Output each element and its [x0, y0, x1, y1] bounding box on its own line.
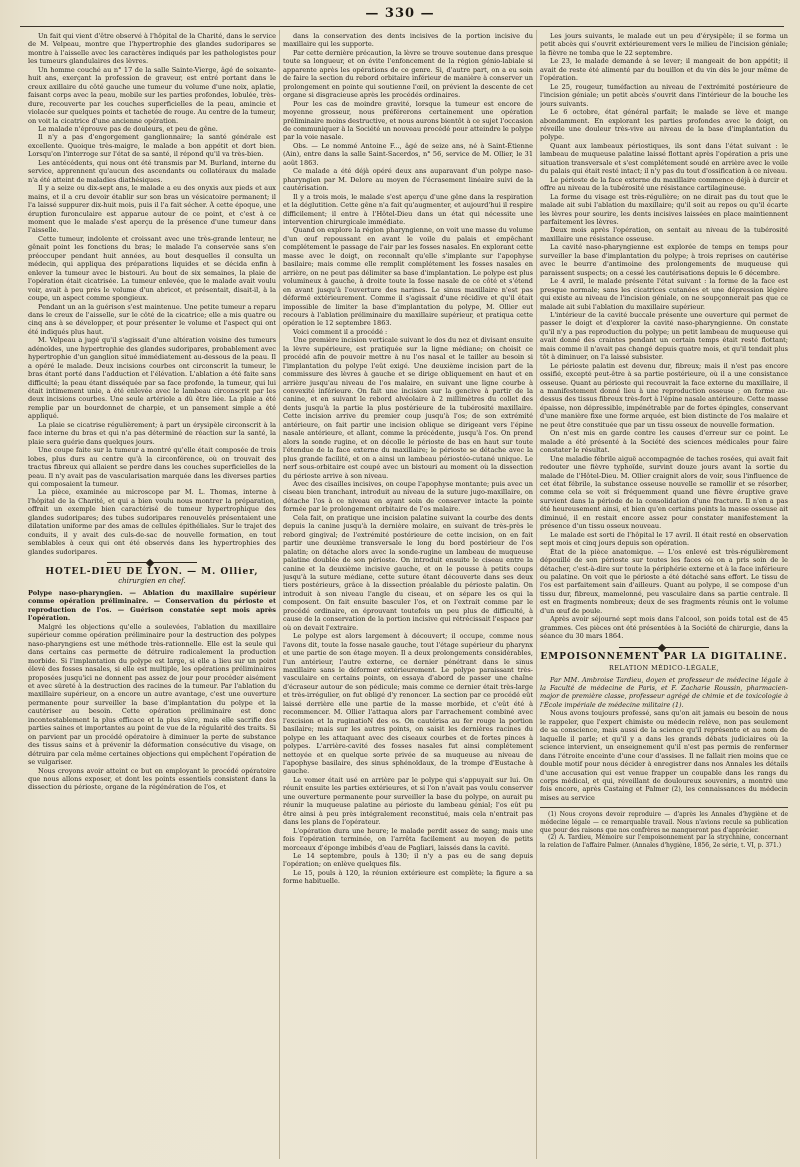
paragraph: Cette tumeur, indolente et croissant avec une très-grande lenteur, ne gênait point les fonctions du bras; le malade l'a conservée sans s'en préoccuper pendant huit années, au bout desquelles il consulta un médecin, qui appliqua des préparations liquides et se décida enfin à enlever la tumeur avec le bistouri. Au bout de six semaines, la plaie de l'opération était cicatrisée. La tumeur enlevée, que le malade avait voulu voir, avait à peu près le volume d'un abricot, et présentait, disait-il, à la coupe, un aspect comme spongieux. — [28, 234, 276, 303]
paragraph: Le vomer était usé en arrière par le polype qui s'appuyait sur lui. On réunit ensuite les parties extérieures, et si l'on n'avait pas voulu conserver une ouverture permanente pour surveiller la base du polype, on aurait pu réunir la muqueuse palatine au périoste du lambeau génial; l'os eût pu être ainsi à peu près intégralement reconstitué, mais cela n'entrait pas dans les plans de l'opérateur. — [283, 775, 533, 827]
section-heading: EMPOISONNEMENT PAR LA DIGITALINE. — [540, 651, 788, 662]
paragraph: Obs. — Le nommé Antoine F..., âgé de seize ans, né à Saint-Étienne (Ain), entre dans la salle Saint-Sacerdos, n° 56, service de M. Ollier, le 31 août 1863. — [283, 141, 533, 167]
paragraph: La pièce, examinée au microscope par M. L. Thomas, interne à l'hôpital de la Charité, et qui a bien voulu nous montrer la préparation, offrait un exemple bien caractérisé de tumeur hypertrophique des glandes sudoripares; des tubes sudoripares renouvelés présentaient une dilatation uniforme par des amas de cellules épithéliales. Sur le trajet des conduits, il y avait des culs-de-sac de nouvelle formation, en tout semblables à ceux qui ont été observés dans les hypertrophies des glandes sudoripares. — [28, 488, 276, 556]
paragraph: Quant aux lambeaux périostiques, ils sont dans l'état suivant : le lambeau de muqueuse palatine laissé flottant après l'opération a pris une situation transversale et s'est complétement soudé en arrière avec le voile du palais qui était resté intact; il n'y pas du tout d'ossification à ce niveau. — [540, 141, 788, 176]
footnote: (1) Nous croyons devoir reproduire — d'après les Annales d'hygiène et de médecine légale — ce remarquable travail. Nous n'avions recule sa publication que pour des raisons que nos confrères ne manqueront pas d'apprécier. — [540, 811, 788, 834]
paragraph: État de la pièce anatomique. — L'os enlevé est très-régulièrement dépouillé de son périoste sur toutes les faces où on a pris soin de le détacher, c'est-à-dire sur toute la périphérie externe et à la face inférieure ou palatine. On voit que le périoste a été détaché sans effort. Le tissu de l'os est parfaitement sain d'ailleurs. Quant au polype, il se compose d'un tissu dur, fibreux, mamelonné, peu vasculaire dans sa partie centrale. Il est en fragments nombreux; deux de ses fragments réunis ont le volume d'un œuf de poule. — [540, 547, 788, 615]
paragraph: Il n'y a pas d'engorgement ganglionnaire; la santé générale est excellente. Quoique très-maigre, le malade a bon appétit et dort bien. Lorsqu'on l'interroge sur l'état de sa santé, il répond qu'il va très-bien. — [28, 133, 276, 159]
paragraph: Malgré les objections qu'elle a soulevées, l'ablation du maxillaire supérieur comme opération préliminaire pour la destruction des polypes naso-pharyngiens est une méthode très-rationnelle. Elle est la seule qui dans certains cas permette de détruire radicalement la production morbide. Si l'implantation du polype est large, si elle a lieu sur un point élevé des fosses nasales, si elle est multiple, les opérations préliminaires proposées jusqu'ici ne donnent pas assez de jour pour procéder aisément et avec sûreté à la destruction des racines de la tumeur. Par l'ablation du maxillaire supérieur, on a encore un autre avantage, c'est une ouverture permanente pour surveiller la base d'implantation du polype et la cautériser au besoin. Cette opération préliminaire est donc incontestablement la plus efficace et la plus sûre, mais elle sacrifie des parties saines et importantes au point de vue de la régularité des traits. Si on parvient par un procédé opératoire à diminuer la perte de substance des tissus sains et à prévenir la déformation consécutive du visage, on détruira par cela même certaines objections qui empêchent l'opération de se vulgariser. — [28, 622, 276, 767]
paragraph: Avec des cisailles incisives, on coupe l'apophyse montante; puis avec un ciseau bien tranchant, introduit au niveau de la suture jugo-maxillaire, on détache l'os à ce niveau en ayant soin de conserver intacte la pointe formée par le prolongement orbitaire de l'os malaire. — [283, 480, 533, 514]
footnotes — [540, 807, 788, 849]
paragraph: Le 15, pouls à 120, la réunion extérieure est complète; la figure a sa forme habituelle. — [283, 868, 533, 886]
paragraph: L'opération dura une heure; le malade perdit assez de sang; mais une fois l'opération terminée, on l'arrêta facilement au moyen de petits morceaux d'éponge imbibés d'eau de Pagliari, laissés dans la cavité. — [283, 826, 533, 852]
column-1 — [28, 32, 276, 1159]
paragraph: Une première incision verticale suivant le dos du nez et divisant ensuite la lèvre supérieure, est pratiquée sur la ligne médiane; on choisit ce procédé afin de pouvoir mettre à nu l'os nasal et le tailler au besoin si l'implantation du polype l'eût exigé. Une deuxième incision part de la commissure des lèvres à gauche et se dirige obliquement en haut et en arrière jusqu'au niveau de l'os malaire, en suivant une ligne courbe à convexité inférieure. On fait une incision sur la gencive à partir de la canine, et en suivant le rebord alvéolaire à 2 millimètres du collet des dents jusqu'à la partie la plus postérieure de la tubérosité maxillaire. Cette incision arrive du premier coup jusqu'à l'os; de son extrémité antérieure, on fait partir une incision oblique se dirigeant vers l'épine nasale antérieure, et allant, comme la précédente, jusqu'à l'os. On prend alors la sonde rugine, et on décolle le périoste de bas en haut sur toute l'étendue de la face externe du maxillaire; le périoste se détache avec la plus grande facilité, et on a ainsi un lambeau périostéo-cutané unique. Le nerf sous-orbitaire est coupé avec un bistouri au moment où la dissection du périoste arrive à son niveau. — [283, 336, 533, 480]
paragraph: Le périoste de la face externe du maxillaire commence déjà à durcir et offre au niveau de la tubérosité une résistance cartilagineuse. — [540, 175, 788, 193]
paragraph: On n'est mis en garde contre les causes d'erreur sur ce point. Le malade a été présenté à la Société des sciences médicales pour faire constater le résultat. — [540, 429, 788, 455]
paragraph: Après avoir séjourné sept mois dans l'alcool, son poids total est de 45 grammes. Ces pièces ont été présentées à la Société de chirurgie, dans la séance du 30 mars 1864. — [540, 615, 788, 641]
paragraph: Une coupe faite sur la tumeur a montré qu'elle était composée de trois lobes, plus durs au centre qu'à la circonférence, où on trouvait des tractus fibreux qui allaient se perdre dans les couches superficielles de la peau. Il n'y avait pas de vascularisation marquée dans les diverses parties qui composaient la tumeur. — [28, 446, 276, 489]
paragraph: Pendant un an la guérison s'est maintenue. Une petite tumeur a reparu dans le creux de l'aisselle, sur le côté de la cicatrice; elle a mis quatre ou cinq ans à se développer, et pour présenter le volume et l'aspect qui ont été indiqués plus haut. — [28, 302, 276, 336]
summary-text: Polype naso-pharyngien. — Ablation du maxillaire supérieur comme opération préliminaire. — Conservation du périoste et reproduction de l'os. — Guérison constatée sept mois après l'opération. — [28, 589, 276, 623]
paragraph: dans la conservation des dents incisives de la portion incisive du maxillaire qui les supporte. — [283, 32, 533, 49]
paragraph: Quand on explore la région pharyngienne, on voit une masse du volume d'un œuf repoussant en avant le voile du palais et empêchant complétement le passage de l'air par les fosses nasales. En explorant cette masse avec le doigt, on reconnaît qu'elle s'implante sur l'apophyse basilaire; mais comme elle remplit complétement les fosses nasales en arrière, on ne peut pas délimiter sa base d'implantation. Le polype est plus volumineux à gauche, à droite toute la fosse nasale de ce côté et s'étend en avant jusqu'à l'ouverture des narines. Le sinus maxillaire n'est pas déformé extérieurement. Comme il s'agissait d'une récidive et qu'il était impossible de limiter la base d'implantation du polype, M. Ollier eut recours à l'ablation préliminaire du maxillaire supérieur, et pratiqua cette opération le 12 septembre 1863. — [283, 226, 533, 328]
paragraph: Le 4 avril, le malade présente l'état suivant : la forme de la face est presque normale; sans les cicatrices cutanées et une dépression légère qui existe au niveau de l'incision géniale, on ne soupçonnerait pas que ce malade ait subi l'ablation du maxillaire supérieur. — [540, 277, 788, 311]
column-divider — [536, 30, 537, 1159]
paragraph: Le périoste palatin est devenu dur, fibreux; mais il n'est pas encore ossifié, excepté peut-être à sa partie postérieure, où il a une consistance osseuse. Quant au périoste qui recouvrait la face externe du maxillaire, il a manifestement donné lieu à une reproduction osseuse ; on forme au-dessus des tissus fibreux très-fort à l'épine nasale antérieure. Cette masse épaisse, non dépressible, impénétrable par de fortes épingles, conservant d'une manière fixe une forme arquée, est bien distincte de l'os malaire et ne peut être constituée que par un tissu osseux de nouvelle formation. — [540, 361, 788, 429]
paragraph: Une maladie fébrile aiguë accompagnée de taches rosées, qui avait fait redouter une fièvre typhoïde, survint douze jours avant la sortie du malade de l'Hôtel-Dieu. M. Ollier craignit alors de voir, sous l'influence de cet état fébrile, la substance osseuse nouvelle se ramollir et se résorber, comme cela se voit si fréquemment quand une fièvre éruptive grave survient dans la période de la consolidation d'une fracture. Il n'en a pas été heureusement ainsi, et bien qu'en certains points la masse osseuse ait diminué, il en restait encore assez pour constater manifestement la présence d'un tissu osseux nouveau. — [540, 454, 788, 531]
paragraph: Il y a trois mois, le malade s'est aperçu d'une gêne dans la respiration et la déglutition. Cette gêne n'a fait qu'augmenter, et aujourd'hui il respire difficilement; il entre à l'Hôtel-Dieu dans un état qui nécessite une intervention chirurgicale immédiate. — [283, 192, 533, 226]
paragraph: La forme du visage est très-régulière; on ne dirait pas du tout que le malade ait subi l'ablation du maxillaire; qu'il soit au repos ou qu'il écarte les lèvres pour sourire, les dents incisives laissées en place maintiennent parfaitement les lèvres. — [540, 192, 788, 226]
paragraph: La cavité naso-pharyngienne est explorée de temps en temps pour surveiller la base d'implantation du polype; à trois reprises on cautérise avec le beurre d'antimoine des prolongements de muqueuse qui paraissent suspects; on a cessé les cautérisations depuis le 6 décembre. — [540, 243, 788, 277]
header-rule — [20, 26, 784, 27]
paragraph: Pour les cas de moindre gravité, lorsque la tumeur est encore de moyenne grosseur, nous préférerons certainement une opération préliminaire moins destructive, et nous aurons bientôt à ce sujet l'occasion de communiquer à la Société un nouveau procédé pour atteindre le polype par la voie nasale. — [283, 99, 533, 142]
paragraph: Un homme couché au n° 17 de la salle Sainte-Vierge, âgé de soixante-huit ans, exerçant la profession de graveur, est entré portant dans le creux axillaire du côté gauche une tumeur du volume d'une noix, aplatie, faisant corps avec la peau, mobile sur les parties profondes, lobulée, très-dure, recouverte par les couches superficielles de la peau, amincie et violacée sur quelques points et tachetée de rouge. Au centre de la tumeur, on voit la cicatrice d'une ancienne opération. — [28, 65, 276, 125]
paragraph: Il y a seize ou dix-sept ans, le malade a eu des onyxis aux pieds et aux mains, et il a cru devoir établir sur son bras un vésicatoire permanent; il l'a laissé suppurer dix-huit mois, puis il l'a fait sécher. À cette époque, une éruption furonculaire est apparue autour de ce point, et c'est à ce moment que le malade s'est aperçu de la présence d'une tumeur dans l'aisselle. — [28, 184, 276, 235]
section-subheading: RELATION MÉDICO-LÉGALE, — [608, 664, 720, 673]
paragraph: Le malade est sorti de l'hôpital le 17 avril. Il était resté en observation sept mois et cinq jours depuis son opération. — [540, 530, 788, 548]
section-divider — [619, 647, 709, 648]
column-2 — [283, 32, 533, 1159]
paragraph: Le polype est alors largement à découvert; il occupe, comme nous l'avons dit, toute la fosse nasale gauche, tout l'étage supérieur du pharynx et une partie de son étage moyen. Il a deux prolongements considérables, l'un antérieur, l'autre externe, ce dernier pénétrant dans le sinus maxillaire sans le déformer extérieurement. Le polype paraissant très-vasculaire en certains points, on essaya d'abord de passer une chaîne d'écraseur autour de son pédicule; mais comme ce dernier était très-large et très-irrégulier, on fut obligé d'y renoncer. La section par ce procédé eût laissé derrière elle une partie de la masse morbide, et c'eût été à recommencer. M. Ollier l'attaqua alors par l'arrachement combiné avec l'excision et la ruginatioN des os. On cautérisa au fer rouge la portion basilaire; mais sur les autres points, on saisit les dernières racines du polype en les attaquant avec des ciseaux courbes et de fortes pinces à polypes. L'arrière-cavité des fosses nasales fut ainsi complétement nettoyée et en quelque sorte privée de sa muqueuse au niveau de l'apophyse basilaire, des sinus sphénoïdaux, de la trompe d'Eustache à gauche. — [283, 632, 533, 776]
paragraph: Par cette dernière précaution, la lèvre se trouve soutenue dans presque toute sa longueur, et on évite l'enfoncement de la région génio-labiale si apparente après les opérations de ce genre. Si, d'autre part, on a eu soin de faire la section du rebord orbitaire inférieur de manière à conserver un prolongement en pointe qui soutienne l'œil, on prévient la descente de cet organe si disgracieuse après les procédés ordinaires. — [283, 48, 533, 100]
paragraph: Le malade n'éprouve pas de douleurs, et peu de gêne. — [38, 124, 218, 133]
paragraph: Le 14 septembre, pouls à 130; il n'y a pas eu de sang depuis l'opération; on enlève quelques fils. — [283, 851, 533, 869]
paragraph: Le 23, le malade demande à se lever; il mangeait de bon appétit; il avait de reste été alimenté par du bouillon et du vin dès le jour même de l'opération. — [540, 57, 788, 83]
column-3 — [540, 32, 788, 1159]
paragraph: La plaie se cicatrise régulièrement; à part un érysipèle circonscrit à la face interne du bras et qui n'a pas déterminé de réaction sur la santé, la plaie sera guérie dans quelques jours. — [28, 420, 276, 446]
section-summary — [28, 589, 276, 623]
paragraph: M. Velpeau a jugé qu'il s'agissait d'une altération voisine des tumeurs adénoïdes, une hypertrophie des glandes sudoripares, probablement avec hypertrophie d'un ganglion situé immédiatement au-dessous de la peau. Il a opéré le malade. Deux incisions courbes ont circonscrit la tumeur, le bras étant porté dans l'adduction et l'élévation. L'ablation a été faite sans difficulté; la peau étant disséquée par sa face profonde, la tumeur, qui lui était intimement unie, a été enlevée avec le lambeau circonscrit par les deux incisions courbes. Une seule artériole a dû être liée. La plaie a été remplie par un bourdonnet de charpie, et un pansement simple a été appliqué. — [28, 336, 276, 421]
footnote: (2) A. Tardieu, Mémoire sur l'empoisonnement par la strychnine, concernant la relation de l'affaire Palmer. (Annales d'hygiène, 1856, 2e série, t. VI, p. 371.) — [540, 834, 788, 849]
paragraph: Le 6 octobre, état général parfait; le malade se lève et mange abondamment. En explorant les parties profondes avec le doigt, on réveille une douleur très-vive au niveau de la base d'implantation du polype. — [540, 108, 788, 142]
section-divider — [107, 562, 197, 563]
paragraph: Voici comment il a procédé : — [293, 327, 388, 336]
paragraph: Cela fait, on pratique une incision palatine suivant la courbe des dents depuis la canine jusqu'à la dernière molaire, en suivant de très-près le rebord gingival; de l'extrémité postérieure de cette incision, on en fait partir une deuxième transversale le long du bord postérieur de l'os palatin; on détache alors avec la sonde-rugine un lambeau de muqueuse palatine doublée de son périoste. On introduit ensuite le ciseau entre la canine et la deuxième incisive gauche, et on le pousse à petits coups jusqu'à la suture médiane, cette suture étant découverte dans ses deux tiers postérieurs, grâce à la dissection préalable du périoste palatin. On introduit à son niveau l'angle du ciseau, et on sépare les os qui la composent. On fait ensuite basculer l'os, et on l'extrait comme par le procédé ordinaire, en éprouvant toutefois un peu plus de difficulté, à cause de la conservation de la portion incisive qui rétrécissait l'espace par où on devait l'extraire. — [283, 513, 533, 632]
section-subheading: chirurgien en chef. — [118, 576, 186, 585]
paragraph: Nous avons toujours professé, sans qu'on ait jamais eu besoin de nous le rappeler, que l'expert chimiste ou médecin relève, non pas seulement de sa conscience, mais aussi de la science qu'il représente et au nom de laquelle il parle; et qu'il y a dans les grands débats judiciaires où la science intervient, un enseignement qu'il n'est pas permis de renfermer dans l'étroite enceinte d'une cour d'assises. Il ne fallait rien moins que ce double motif pour nous décider à enregistrer dans nos Annales les détails d'une accusation qui est venue frapper un coupable dans les rangs du corps médical, et qui, réveillant de douloureux souvenirs, a montré une fois encore, après Castaing et Palmer (2), les connaissances du médecin mises au service — [540, 709, 788, 802]
paragraph: Deux mois après l'opération, on sentait au niveau de la tubérosité maxillaire une résistance osseuse. — [540, 226, 788, 243]
authors-text: Par MM. Ambroise Tardieu, doyen et professeur de médecine légale à la Faculté de médecine de Paris, et F. Zacharie Roussin, pharmacien-major de première classe, professeur agrégé de chimie et de toxicologie à l'École impériale de médecine militaire (1). — [540, 675, 788, 709]
paragraph: Les antécédents, qui nous ont été transmis par M. Burland, interne du service, apprennent qu'aucun des ascendants ou collatéraux du malade n'a été atteint de maladies diathésiques. — [28, 158, 276, 184]
paragraph: Un fait qui vient d'être observé à l'hôpital de la Charité, dans le service de M. Velpeau, montre que l'hypertrophie des glandes sudoripares se montre à l'aisselle avec les caractères indiqués par les pathologistes pour les tumeurs glandulaires des lèvres. — [28, 32, 276, 66]
paragraph: Le 25, rougeur, tuméfaction au niveau de l'extrémité postérieure de l'incision géniale; un petit abcès s'ouvrit dans l'intérieur de la bouche les jours suivants. — [540, 82, 788, 108]
section-heading: HOTEL-DIEU DE LYON. — M. Ollier, — [45, 567, 259, 578]
paragraph: Ce malade a été déjà opéré deux ans auparavant d'un polype naso-pharyngien par M. Delore au moyen de l'écrasement linéaire suivi de la cautérisation. — [283, 167, 533, 193]
article-authors — [540, 676, 788, 710]
column-divider — [279, 30, 280, 1159]
paragraph: Les jours suivants, le malade eut un peu d'érysipèle; il se forma un petit abcès qui s'ouvrit extérieurement vers le milieu de l'incision géniale; la fièvre ne tomba que le 22 septembre. — [540, 32, 788, 57]
paragraph: L'intérieur de la cavité buccale présente une ouverture qui permet de passer le doigt et d'explorer la cavité naso-pharyngienne. On constate qu'il n'y a pas reproduction du polype; un petit lambeau de muqueuse qui avait donné des craintes pendant un certain temps était resté flottant; mais comme il n'avait pas changé depuis quatre mois, et qu'il tendait plus tôt à diminuer, on l'a laissé subsister. — [540, 310, 788, 362]
paragraph: Nous croyons avoir atteint ce but en employant le procédé opératoire que nous allons exposer, et dont les points essentiels consistent dans la dissection du périoste, organe de la régénération de l'os, et — [28, 766, 276, 792]
page-number: — 330 — — [365, 6, 435, 21]
